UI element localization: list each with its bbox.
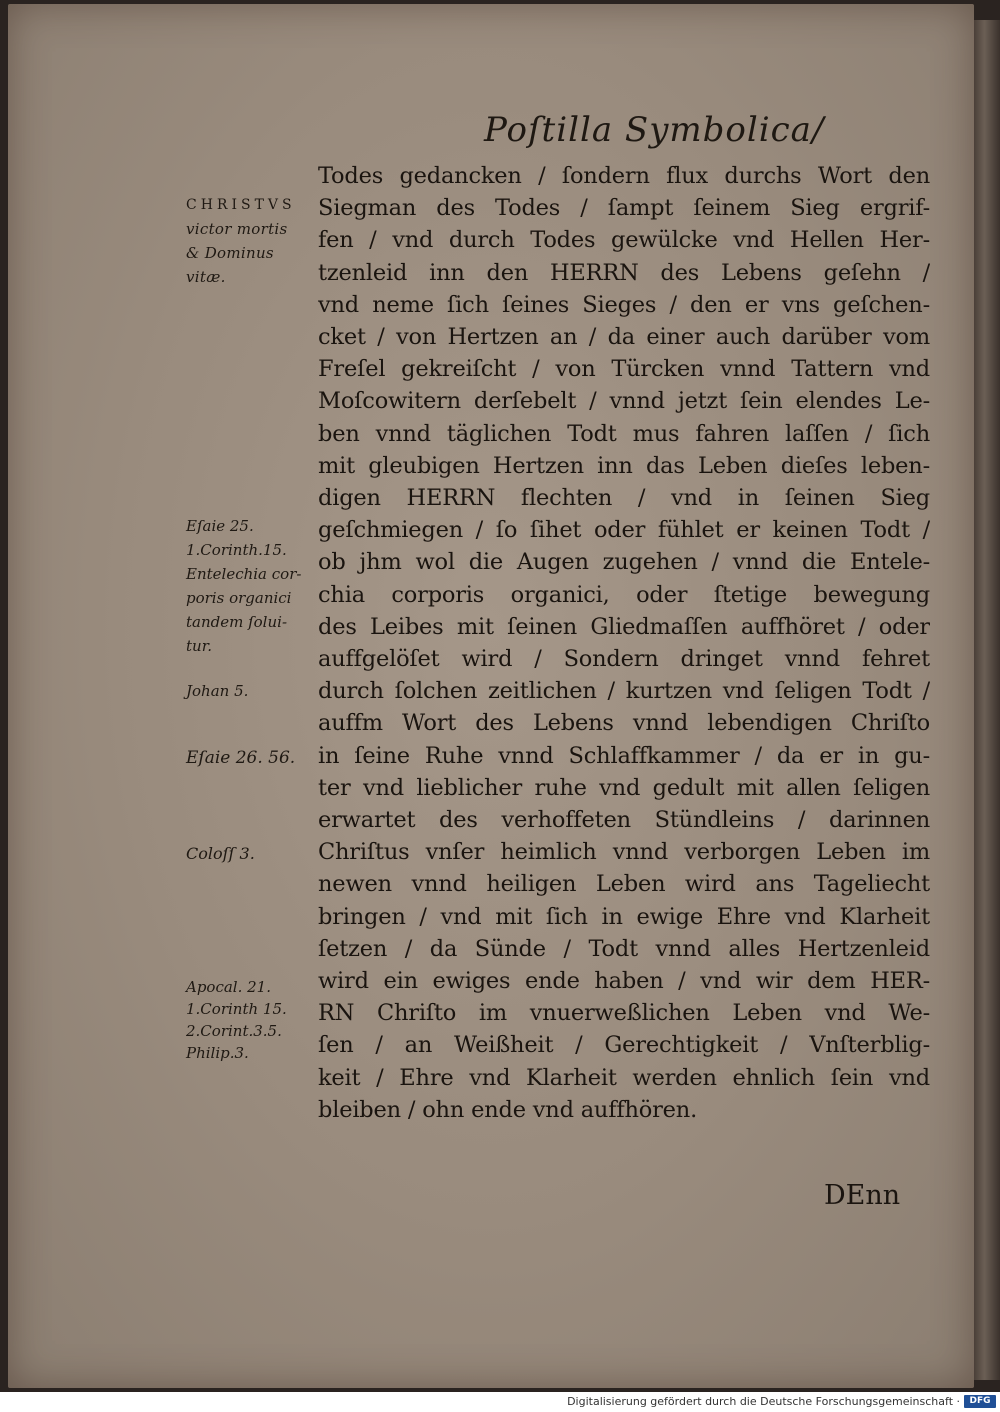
margin-note-johan: Johan 5. bbox=[186, 682, 249, 700]
body-line: erwartet des verhoffeten Stündleins / darinnen bbox=[318, 807, 930, 834]
body-line: bleiben / ohn ende vnd auffhören. bbox=[318, 1096, 698, 1123]
running-head: Poſtilla Symbolica/ bbox=[484, 110, 825, 150]
body-line: RN Chriſto im vnuerweßlichen Leben vnd We- bbox=[318, 1000, 930, 1027]
margin-note-apocal: Apocal. 21. 1.Corinth 15. 2.Corint.3.5. Philip.3. bbox=[186, 978, 287, 1062]
body-line: wird ein ewiges ende haben / vnd wir dem HER- bbox=[318, 968, 930, 995]
margin-note-christus-rest: victor mortis & Dominus vitæ. bbox=[186, 220, 288, 286]
body-text bbox=[318, 160, 930, 1126]
dfg-logo: DFG bbox=[964, 1395, 996, 1408]
body-line: ter vnd lieblicher ruhe vnd gedult mit allen ſeligen bbox=[318, 774, 930, 801]
footer-credit: Digitalisierung gefördert durch die Deutsche Forschungsgemeinschaft · bbox=[567, 1395, 960, 1408]
body-line: tzenleid inn den HERRN des Lebens geſehn / bbox=[318, 259, 930, 286]
body-line: geſchmiegen / ſo ſihet oder fühlet er keinen Todt / bbox=[318, 517, 930, 544]
body-line: mit gleubigen Hertzen inn das Leben dieſes leben- bbox=[318, 452, 930, 479]
body-line: in ſeine Ruhe vnnd Schlaffkammer / da er in gu- bbox=[318, 742, 930, 769]
body-line: Todes gedancken / ſondern flux durchs Wort den bbox=[318, 163, 930, 189]
margin-note-esaie-26: Eſaie 26. 56. bbox=[186, 748, 296, 768]
margin-note-christus-caps: CHRISTVS bbox=[186, 197, 296, 213]
margin-note-esaie-25: Eſaie 25. 1.Corinth.15. Entelechia cor- poris organici tandem ſolui- tur. bbox=[186, 517, 302, 655]
body-line: ſetzen / da Sünde / Todt vnnd alles Hertzenleid bbox=[318, 935, 930, 962]
body-line: chia corporis organici, oder ſtetige bewegung bbox=[318, 581, 930, 608]
margin-note-christus bbox=[186, 192, 296, 289]
catchword: DEnn bbox=[824, 1180, 901, 1211]
body-line: digen HERRN flechten / vnd in ſeinen Sieg bbox=[318, 485, 930, 512]
body-line: fen / vnd durch Todes gewülcke vnd Hellen Her- bbox=[318, 227, 930, 254]
body-line: vnd neme ſich ſeines Sieges / den er vns geſchen- bbox=[318, 291, 930, 318]
page-edge bbox=[974, 20, 1000, 1380]
body-line: auffm Wort des Lebens vnnd lebendigen Chriſto bbox=[318, 710, 930, 737]
body-line: Moſcowitern derſebelt / vnnd jetzt ſein elendes Le- bbox=[318, 388, 930, 415]
body-line: Freſel gekreiſcht / von Türcken vnnd Tattern vnd bbox=[318, 356, 930, 383]
body-line: bringen / vnd mit ſich in ewige Ehre vnd Klarheit bbox=[318, 903, 930, 930]
body-line: ob jhm wol die Augen zugehen / vnnd die Entele- bbox=[318, 549, 930, 576]
body-line: cket / von Hertzen an / da einer auch darüber vom bbox=[318, 324, 930, 351]
body-line: ſen / an Weißheit / Gerechtigkeit / Vnſterblig- bbox=[318, 1032, 930, 1059]
body-line: Chriſtus vnſer heimlich vnnd verborgen Leben im bbox=[318, 839, 930, 866]
body-line: keit / Ehre vnd Klarheit werden ehnlich ſein vnd bbox=[318, 1064, 930, 1091]
margin-note-coloss: Coloſſ 3. bbox=[186, 844, 255, 863]
body-line: ben vnnd täglichen Todt mus fahren laſſen / ſich bbox=[318, 420, 930, 447]
body-line: newen vnnd heiligen Leben wird ans Tageliecht bbox=[318, 871, 930, 898]
body-line: Siegman des Todes / ſampt ſeinem Sieg ergrif- bbox=[318, 195, 930, 222]
body-line: auffgelöſet wird / Sondern dringet vnnd fehret bbox=[318, 646, 930, 673]
body-line: des Leibes mit ſeinen Gliedmaſſen auffhöret / oder bbox=[318, 613, 930, 640]
footer-bar bbox=[0, 1392, 1000, 1412]
margin-notes bbox=[186, 192, 326, 1112]
body-line: durch ſolchen zeitlichen / kurtzen vnd ſeligen Todt / bbox=[318, 678, 930, 705]
